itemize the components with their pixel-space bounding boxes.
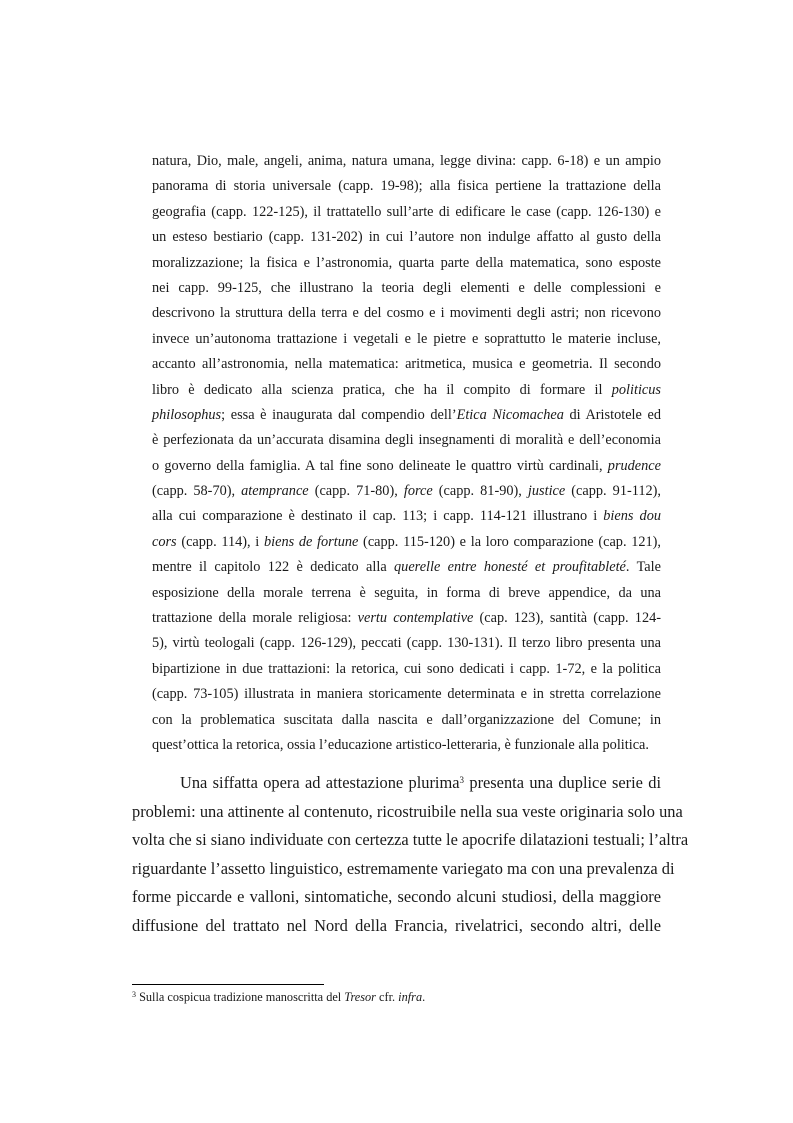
text-run: nei capp. 99-125, che illustrano la teoria degli elementi e delle complessioni e [152,279,661,296]
footnote-marker: 3 [132,990,136,999]
text-line [152,631,661,656]
text-run: 5), virtù teologali (capp. 126-129), peccati (capp. 130-131). Il terzo libro presenta una [152,635,661,652]
text-run: (capp. 115-120) e la loro comparazione (cap. 121), [358,533,662,550]
text-run: (capp. 58-70), [152,483,242,500]
text-line [132,855,675,884]
italic-text: prudence [607,457,661,474]
body-paragraph [132,769,689,941]
text-run: panorama di storia universale (capp. 19-98); alla fisica pertiene la trattazione della [152,178,661,195]
italic-text: biens dou [603,508,661,525]
text-run: trattazione della morale religiosa: [152,610,358,627]
text-line [152,225,661,250]
text-run: Sulla cospicua tradizione manoscritta del [136,990,345,1004]
text-line [132,769,661,798]
text-line [152,403,661,428]
text-run: moralizzazione; la fisica e l’astronomia, quarta parte della matematica, sono esposte [152,254,661,271]
text-line [152,504,661,529]
text-run: geografia (capp. 122-125), il trattatello sull’arte di edificare le case (capp. 126-130) e [152,203,661,220]
text-run: un esteso bestiario (capp. 131-202) in cui l’autore non indulge affatto al gusto della [152,229,661,246]
text-run: (cap. 123), santità (capp. 124- [473,610,661,627]
text-run: ; essa è inaugurata dal compendio dell’ [221,406,457,423]
text-run: cfr. [375,990,399,1004]
text-line [152,530,661,555]
text-line [152,581,661,606]
text-line [152,276,661,301]
text-line [152,708,661,733]
text-line [152,378,661,403]
text-line [152,733,661,758]
text-run: esposizione della morale terrena è seguita, in forma di breve appendice, da una [152,584,661,601]
italic-text: cors [152,533,177,550]
text-run: descrivono la struttura della terra e del cosmo e i movimenti degli astri; non ricevono [152,305,661,322]
italic-text: biens de fortune [263,533,359,550]
text-run: bipartizione in due trattazioni: la retorica, cui sono dedicati i capp. 1-72, e la politica [152,660,661,677]
text-run: (capp. 73-105) illustrata in maniera storicamente determinata e in stretta correlazione [152,686,661,703]
italic-text: vertu contemplative [357,610,474,627]
text-line [152,606,661,631]
italic-text: infra [398,990,423,1004]
text-line [132,883,661,912]
italic-text: Tresor [344,990,376,1004]
italic-text: philosophus [152,406,222,423]
text-run: mentre il capitolo 122 è dedicato alla [152,559,395,576]
text-run: natura, Dio, male, angeli, anima, natura umana, legge divina: capp. 6-18) e un ampio [152,153,661,169]
italic-text: querelle entre honesté et proufitableté [394,559,626,576]
text-run: volta che si siano individuate con certezza tutte le apocrife dilatazioni testuali; l’altra [132,830,689,850]
text-line [132,798,683,827]
text-run: (capp. 91-112), [565,483,661,500]
text-line [132,912,661,941]
text-run: forme piccarde e valloni, sintomatiche, secondo alcuni studiosi, della maggiore [132,887,661,907]
text-run: . Tale [625,559,661,576]
text-run: . [422,990,426,1004]
text-run: quest’ottica la retorica, ossia l’educazione artistico-letteraria, è funzionale alla politica. [152,736,649,753]
text-run: accanto all’astronomia, nella matematica: aritmetica, musica e geometria. Il secondo [152,356,661,373]
italic-text: justice [527,483,566,500]
footnote-marker: 3 [459,775,465,785]
text-run: problemi: una attinente al contenuto, ricostruibile nella sua veste originaria solo una [132,801,683,821]
text-line [152,301,661,326]
italic-text: politicus [611,381,661,398]
text-run: presenta una duplice serie di [464,773,661,792]
text-run: di Aristotele ed [563,406,661,423]
text-line [152,657,661,682]
italic-text: force [403,483,433,500]
indented-quote-block [152,149,661,758]
italic-text: Etica Nicomachea [456,406,564,423]
text-line [152,479,661,504]
text-line [152,149,661,174]
text-line [152,555,661,580]
text-run: con la problematica suscitata dalla nascita e dall’organizzazione del Comune; in [152,711,661,728]
text-run: diffusione del trattato nel Nord della Francia, rivelatrici, secondo altri, delle [132,915,661,935]
text-run: invece un’autonoma trattazione i vegetali e le pietre e soprattutto le materie incluse, [152,330,661,347]
text-run: alla cui comparazione è destinato il cap. 113; i capp. 114-121 illustrano i [152,508,604,525]
text-line [152,352,661,377]
text-run: (capp. 114), i [176,533,264,550]
text-line [152,251,661,276]
text-run: Una siffatta opera ad attestazione plurima [180,773,460,792]
text-run: (capp. 71-80), [308,483,404,500]
italic-text: atemprance [241,483,309,500]
text-line [152,200,661,225]
text-run: è perfezionata da un’accurata disamina degli insegnamenti di moralità e dell’economia [152,432,661,449]
text-run: o governo della famiglia. A tal fine sono delineate le quattro virtù cardinali, [152,457,608,474]
text-line [152,428,661,453]
text-line [152,682,661,707]
text-line [152,327,661,352]
text-line [152,454,661,479]
footnote-separator [132,984,324,985]
text-run: (capp. 81-90), [432,483,528,500]
text-line [152,174,661,199]
text-run: riguardante l’assetto linguistico, estremamente variegato ma con una prevalenza di [132,858,675,878]
text-run: libro è dedicato alla scienza pratica, che ha il compito di formare il [152,381,612,398]
text-line [132,826,689,855]
footnote [132,989,425,1005]
